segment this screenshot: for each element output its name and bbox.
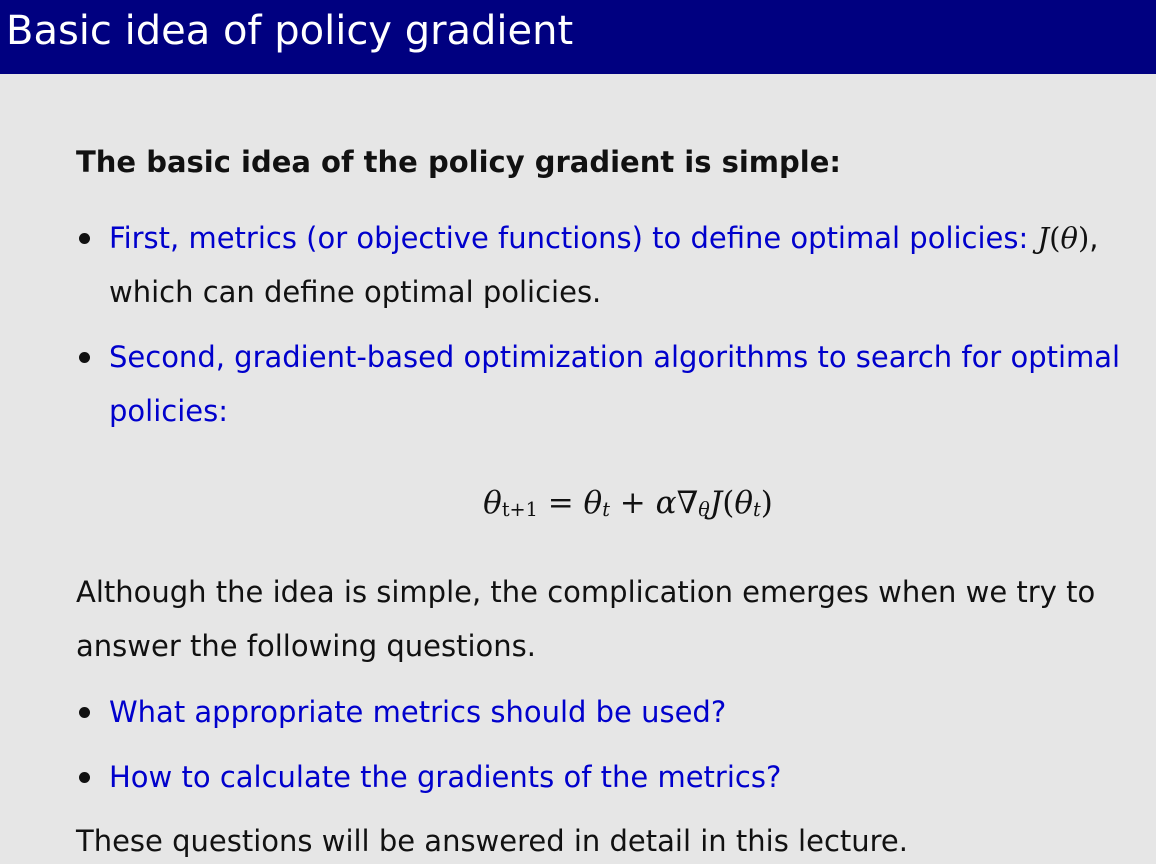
question-2: How to calculate the gradients of the metrics?: [109, 760, 782, 794]
objective-function-J: J(θ): [1037, 221, 1090, 255]
paragraph-line-1: Although the idea is simple, the complication emerges when we try to: [76, 575, 1096, 609]
bullet-1-tail: ,: [1089, 221, 1099, 255]
bullet-dot: [79, 352, 90, 363]
bullet-1-line-2: which can define optimal policies.: [109, 275, 602, 309]
closing-sentence: These questions will be answered in detail in this lecture.: [76, 824, 908, 858]
paragraph-line-2: answer the following questions.: [76, 629, 536, 663]
bullet-dot: [79, 233, 90, 244]
bullet-1-text: First, metrics (or objective functions) to define optimal policies:: [109, 221, 1029, 255]
question-1: What appropriate metrics should be used?: [109, 695, 727, 729]
bullet-dot: [79, 707, 90, 718]
bullet-dot: [79, 772, 90, 783]
slide-title: Basic idea of policy gradient: [6, 8, 574, 54]
slide-header: [0, 0, 1156, 74]
intro-heading: The basic idea of the policy gradient is simple:: [76, 145, 841, 179]
bullet-2-line-2: policies:: [109, 394, 228, 428]
bullet-1-line-1: [109, 218, 1098, 258]
bullet-2-line-1: Second, gradient-based optimization algorithms to search for optimal: [109, 340, 1121, 374]
gradient-ascent-equation: $\theta_{t+1} = \theta_t + \alpha\nabla_\theta J(\theta_t)$: [483, 485, 773, 521]
